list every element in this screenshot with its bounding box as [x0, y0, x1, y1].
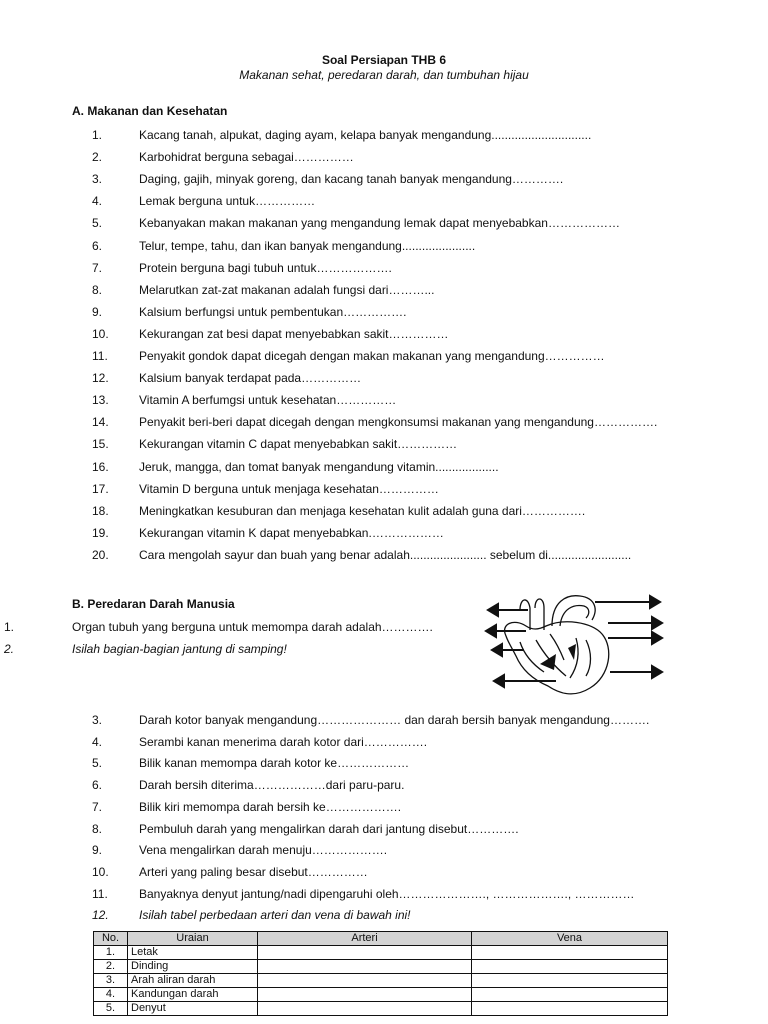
question-text: Penyakit beri-beri dapat dicegah dengan mengkonsumsi makanan yang mengandung……………. — [139, 415, 658, 430]
row-label: Dinding — [128, 960, 258, 974]
table-header-arteri: Arteri — [258, 932, 472, 946]
question-item — [0, 800, 768, 816]
question-item — [0, 172, 768, 188]
table-header-no: No. — [94, 932, 128, 946]
vena-answer-cell[interactable] — [472, 960, 668, 974]
question-text: Kalsium berfungsi untuk pembentukan……………. — [139, 304, 407, 319]
question-text: Darah bersih diterima………………dari paru-paru. — [139, 778, 405, 793]
vena-answer-cell[interactable] — [472, 946, 668, 960]
question-text: Darah kotor banyak mengandung………………… dan darah bersih banyak mengandung………. — [139, 713, 650, 727]
page-title: Soal Persiapan THB 6 — [321, 53, 447, 67]
arteri-answer-cell[interactable] — [258, 946, 472, 960]
question-item — [0, 504, 768, 520]
table-row — [94, 988, 668, 1002]
arteri-answer-cell[interactable] — [258, 1002, 472, 1016]
question-number: 4. — [92, 734, 103, 749]
question-text: Isilah tabel perbedaan arteri dan vena di bawah ini! — [139, 908, 411, 923]
question-number: 11. — [92, 886, 108, 901]
question-text: Kekurangan vitamin C dapat menyebabkan sakit…………… — [139, 437, 458, 452]
question-number: 11. — [92, 349, 108, 363]
row-number: 5. — [94, 1002, 128, 1016]
row-number: 1. — [94, 946, 128, 960]
question-item — [0, 349, 768, 365]
row-label: Kandungan darah — [128, 988, 258, 1002]
question-text: Cara mengolah sayur dan buah yang benar adalah....................... sebelum di......................... — [139, 547, 632, 562]
question-text: Melarutkan zat-zat makanan adalah fungsi dari………... — [139, 282, 435, 297]
question-item — [0, 283, 768, 299]
question-item — [0, 437, 768, 453]
question-number: 7. — [92, 799, 103, 814]
question-item — [0, 713, 768, 729]
question-item — [0, 526, 768, 542]
table-row — [94, 974, 668, 988]
row-number: 4. — [94, 988, 128, 1002]
question-item — [0, 150, 768, 166]
row-label: Letak — [128, 946, 258, 960]
vena-answer-cell[interactable] — [472, 988, 668, 1002]
question-item — [0, 305, 768, 321]
question-number: 8. — [92, 282, 103, 297]
question-text: Kebanyakan makan makanan yang mengandung lemak dapat menyebabkan……………… — [139, 216, 620, 231]
question-number: 17. — [92, 481, 109, 496]
question-number: 15. — [92, 437, 109, 452]
question-number: 1. — [4, 620, 15, 634]
row-number: 2. — [94, 960, 128, 974]
table-row — [94, 946, 668, 960]
question-text: Serambi kanan menerima darah kotor dari……………. — [139, 734, 428, 749]
question-item — [0, 756, 768, 772]
table-header-uraian: Uraian — [128, 932, 258, 946]
question-item — [0, 843, 768, 859]
question-number: 4. — [92, 194, 103, 209]
table-row — [94, 1002, 668, 1016]
table-row — [94, 960, 668, 974]
question-number: 5. — [92, 756, 103, 771]
row-label: Denyut — [128, 1002, 258, 1016]
vena-answer-cell[interactable] — [472, 1002, 668, 1016]
heart-diagram — [480, 590, 670, 702]
question-item — [0, 822, 768, 838]
question-number: 19. — [92, 525, 109, 540]
question-number: 8. — [92, 821, 103, 836]
arteri-answer-cell[interactable] — [258, 960, 472, 974]
question-item — [0, 415, 768, 431]
question-text: Pembuluh darah yang mengalirkan darah dari jantung disebut…………. — [139, 821, 519, 836]
question-text: Arteri yang paling besar disebut…………… — [139, 864, 368, 879]
question-item — [0, 128, 768, 144]
question-number: 18. — [92, 503, 109, 518]
question-text: Banyaknya denyut jantung/nadi dipengaruhi oleh…………………., ………………., …………… — [139, 886, 635, 901]
question-number: 2. — [4, 642, 15, 656]
question-number: 14. — [92, 415, 109, 430]
question-number: 3. — [92, 172, 103, 187]
question-text: Kacang tanah, alpukat, daging ayam, kelapa banyak mengandung.............................. — [139, 128, 592, 142]
question-item — [0, 482, 768, 498]
section-b-heading: B. Peredaran Darah Manusia — [72, 597, 235, 611]
question-text: Kekurangan vitamin K dapat menyebabkan.……………… — [139, 525, 444, 540]
question-number: 2. — [92, 150, 103, 165]
question-text: Penyakit gondok dapat dicegah dengan makan makanan yang mengandung…………… — [139, 349, 605, 363]
arteri-answer-cell[interactable] — [258, 988, 472, 1002]
question-number: 9. — [92, 304, 103, 319]
question-number: 13. — [92, 393, 109, 408]
row-number: 3. — [94, 974, 128, 988]
question-item — [0, 393, 768, 409]
question-text: Jeruk, mangga, dan tomat banyak mengandung vitamin................... — [139, 459, 499, 474]
table-header-row — [94, 932, 668, 946]
question-number: 12. — [92, 371, 109, 386]
question-item — [0, 460, 768, 476]
arteri-answer-cell[interactable] — [258, 974, 472, 988]
question-number: 9. — [92, 843, 103, 858]
question-number: 5. — [92, 216, 103, 231]
question-number: 20. — [92, 547, 109, 562]
question-text: Daging, gajih, minyak goreng, dan kacang tanah banyak mengandung…………. — [139, 172, 564, 187]
question-number: 12. — [92, 908, 109, 923]
question-text: Kekurangan zat besi dapat menyebabkan sakit…………… — [139, 326, 449, 341]
question-text: Kalsium banyak terdapat pada…………… — [139, 371, 362, 386]
table-header-vena: Vena — [472, 932, 668, 946]
question-number: 10. — [92, 864, 109, 879]
question-text: Karbohidrat berguna sebagai…………… — [139, 150, 354, 165]
question-item — [0, 548, 768, 564]
artery-vein-comparison-table — [93, 931, 668, 1016]
question-item — [0, 239, 768, 255]
question-number: 10. — [92, 326, 109, 341]
section-a-heading: A. Makanan dan Kesehatan — [72, 104, 228, 118]
question-number: 6. — [92, 238, 103, 253]
question-number: 1. — [92, 128, 103, 142]
question-item — [0, 216, 768, 232]
question-text: Organ tubuh yang berguna untuk memompa darah adalah…………. — [72, 620, 433, 634]
row-label: Arah aliran darah — [128, 974, 258, 988]
question-number: 6. — [92, 778, 103, 793]
question-text: Meningkatkan kesuburan dan menjaga kesehatan kulit adalah guna dari……………. — [139, 503, 586, 518]
question-number: 3. — [92, 713, 103, 727]
question-text: Vena mengalirkan darah menuju………………. — [139, 843, 388, 858]
question-text: Vitamin D berguna untuk menjaga kesehatan…………… — [139, 481, 439, 496]
question-number: 16. — [92, 459, 109, 474]
question-text: Bilik kanan memompa darah kotor ke……………… — [139, 756, 410, 771]
page-subtitle: Makanan sehat, peredaran darah, dan tumbuhan hijau — [239, 68, 529, 82]
question-item — [0, 735, 768, 751]
question-item — [0, 887, 768, 903]
question-text: Bilik kiri memompa darah bersih ke………………. — [139, 799, 402, 814]
question-number: 7. — [92, 260, 103, 275]
question-item — [0, 865, 768, 881]
question-item — [0, 908, 768, 924]
question-item — [0, 778, 768, 794]
question-text: Vitamin A berfumgsi untuk kesehatan…………… — [139, 393, 397, 408]
question-item — [0, 261, 768, 277]
question-text: Isilah bagian-bagian jantung di samping! — [72, 642, 287, 656]
question-item — [0, 371, 768, 387]
question-item — [0, 194, 768, 210]
vena-answer-cell[interactable] — [472, 974, 668, 988]
question-item — [0, 327, 768, 343]
question-text: Lemak berguna untuk…………… — [139, 194, 316, 209]
question-text: Protein berguna bagi tubuh untuk………………. — [139, 260, 392, 275]
question-text: Telur, tempe, tahu, dan ikan banyak mengandung...................... — [139, 238, 476, 253]
